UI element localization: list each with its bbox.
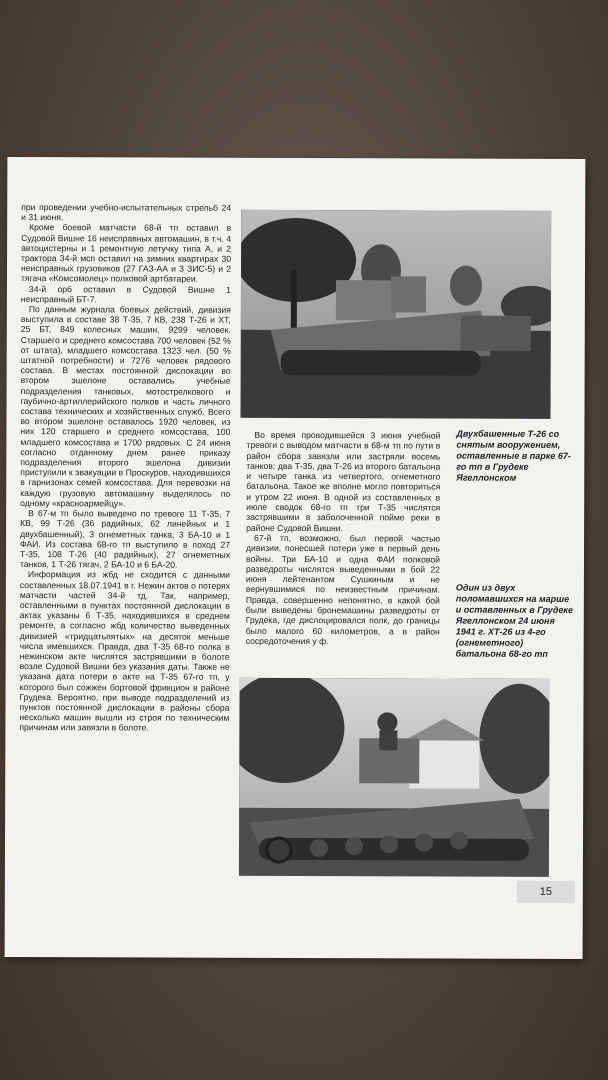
paragraph: В 67-м тп было выведено по тревоге 11 Т-35, 7 КВ, 99 Т-26 (36 радийных, 62 линейных и 1 двухбашенный), 3 огнеметных танка, 3 БА-10 и 1 ФАИ. Из состава 68-го тп выступило в поход 27 Т-35, 108 Т-26 (40 радийных), 27 огнеметных танков, 1 Т-26 тягач, 2 БА-10 и 6 БА-20. — [19, 508, 231, 570]
page-number: 15 — [517, 881, 575, 903]
left-text-column — [19, 202, 231, 733]
tank-photo-illustration — [239, 678, 550, 877]
paragraph: Кроме боевой матчасти 68-й тп оставил в Судовой Вишне 16 неисправных автомашин, в т.ч. 4 автоцистерны и 1 ремонтную летучку типа А, и 2 трактора 34-й мсп оставил на зимних квартирах 30 неисправных грузовиков (27 ГАЗ-АА и 3 ЗИС-5) и 2 тягача «Комсомолец» полковой артбатареи. — [20, 222, 232, 285]
caption-top: Двухбашенные Т-26 со снятым вооружением, оставленные в парке 67-го тп в Грудеке Ягеллонском — [456, 428, 571, 483]
photo-top-tank — [240, 210, 551, 419]
paragraph: при проведении учебно-испытательных стрельб 24 и 31 июня. — [21, 202, 232, 223]
paragraph: Во время проводившейся 3 июня учебной тревоги с выводом матчасти в 68-м тп по пути в район сбора завязли или застряли восемь танков: два Т-35, два Т-26 из второго батальона и четыре танка из четвертого, огнеметного батальона. Такое же вполне могло повториться и утром 22 июня. В одной из составленных в июле сводок 68-го тп три Т-35 числятся застрявшими в заболоченной пойме реки в районе Судовой Вишни. — [246, 429, 441, 533]
caption-bottom: Один из двух поломавшихся на марше и оставленных в Грудеке Ягеллонском 24 июня 1941 г. ХТ-26 из 4-го (огнеметного) батальона 68-го тп — [455, 582, 573, 659]
paragraph: Информация из жбд не сходится с данными составленных 18.07.1941 в г. Нежин актов о потерях матчасти частей 34-й тд. Так, например, оставленными в пунктах постоянной дислокации в актах указаны 6 Т-35, находившихся в среднем ремонте, а согласно жбд количество выведенных дивизией «тридцатьпятых» на десяток меньше числа имевшихся. Правда, два Т-35 68-го полка в нежинском акте числятся застрявшими в болоте возле Судовой Вишни без указания даты. Также не указана дата потери в акте на Т-35 67-го тп, у которого был сожжен бортовой фрикцион в районе Грудека. Вероятно, при выводе подразделений из пунктов постоянной дислокации в районы сбора несколько машин вышли из строя по техническим причинам или завязли в болоте. — [19, 569, 230, 733]
paragraph: 34-й орб оставил в Судовой Вишне 1 неисправный БТ-7. — [20, 283, 231, 305]
magazine-page — [5, 157, 586, 959]
photo-bottom-tank — [239, 678, 550, 877]
paragraph: По данным журнала боевых действий, дивизия выступила в составе 38 Т-35, 7 КВ, 238 Т-26 и ХТ, 25 БТ, 849 колесных машин, 9299 человек. Старшего и среднего комсостава 700 человек (52 % от штата), младшего комсостава 1323 чел. (50 % штатной потребности) и 7276 человек рядового состава. В местах постоянной дислокации во втором эшелоне оставались учебные подразделения танковых, мотострелкового и гаубично-артиллерийского полков и часть личного состава технических и хозяйственных служб. Всего во втором эшелоне оставалось 1920 человек, из них 120 старшего и среднего комсостава, 100 младшего комсостава и 1700 рядовых. С 24 июня согласно отданному днем ранее приказу подразделения второго эшелона дивизии приступили к эвакуации в Проскуров, находившихся в гарнизонах семей комсостава. Для перевозки на каждую грузовую автомашину выделялось по одному «красноармейцу». — [20, 304, 231, 509]
paragraph: 67-й тп, возможно, был первой частью дивизии, понесшей потери уже в первый день войны. Три БА-10 и одна ФАИ полковой разведроты числятся выведенными в бой 22 июня лейтенантом Сушкиным и не вернувшимися по неизвестным причинам. Правда, совершенно непонятно, в какой бой были выведены бронемашины разведроты от Грудека, где дислоцировался полк, до границы было малого 60 километров, а в район сосредоточения у ф. — [245, 532, 441, 647]
tank-photo-illustration — [240, 210, 551, 419]
middle-text-column — [246, 430, 441, 647]
